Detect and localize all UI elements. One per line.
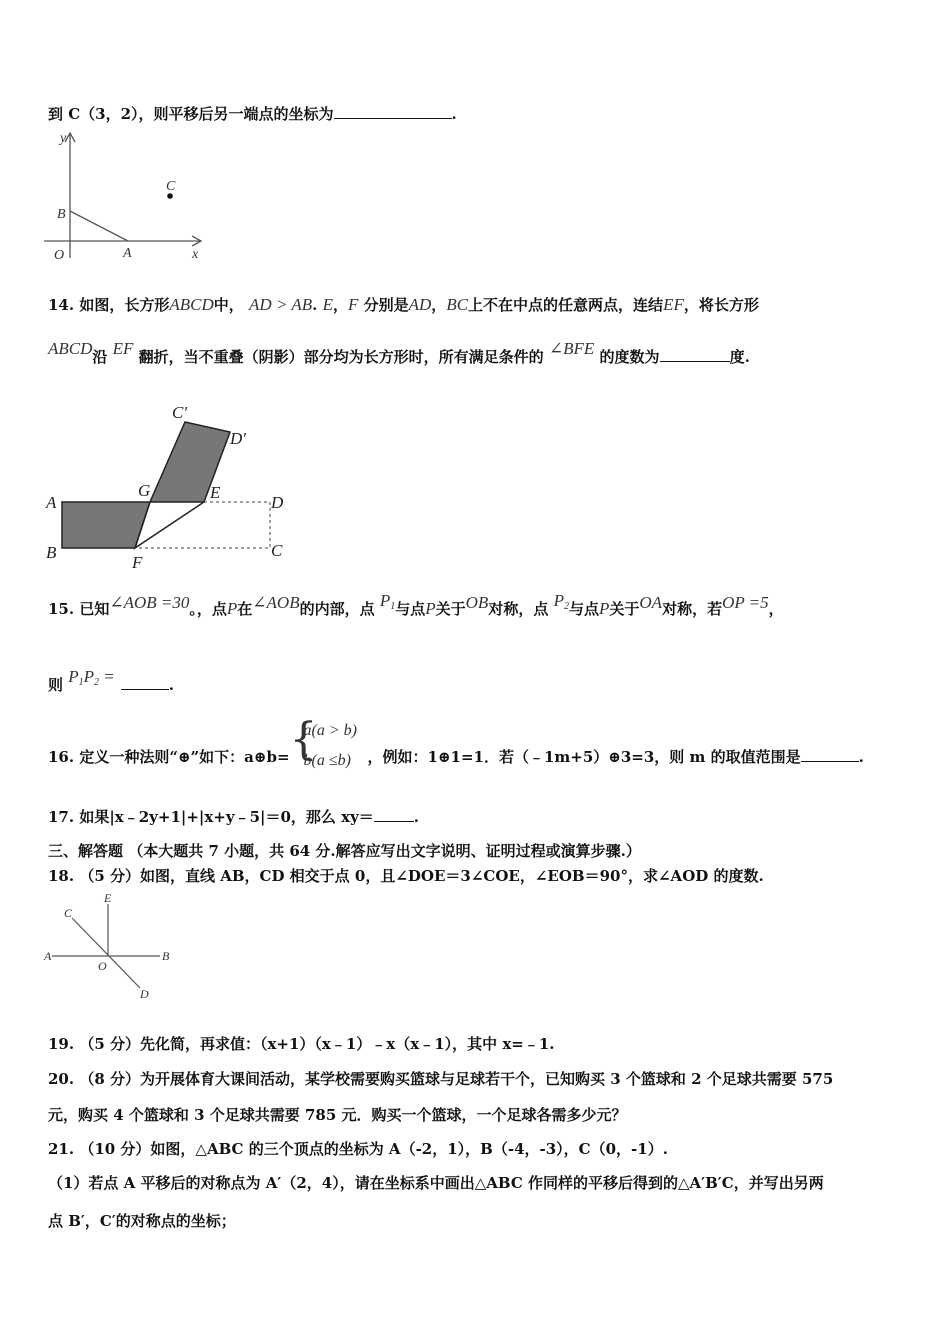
q14-t11: 的度数为 xyxy=(599,348,660,366)
q14-m-abcd: ABCD xyxy=(169,295,214,314)
q14-t12: 度. xyxy=(729,348,750,366)
q18-angle-figure xyxy=(40,890,190,1005)
q15-t5: 与点 xyxy=(395,600,426,618)
q16-end: . xyxy=(858,748,864,766)
q15-end: . xyxy=(168,676,174,694)
q19-line xyxy=(48,1033,555,1054)
q18-label-e: E xyxy=(104,891,112,905)
q14-t4: ， xyxy=(332,296,348,314)
section3-text: 三、解答题 （本大题共 7 小题，共 64 分.解答应写出文字说明、证明过程或演算步骤.） xyxy=(48,842,641,860)
q16-line xyxy=(48,714,864,769)
q16-t1: 定义一种法则“⊕”如下：a⊕b= xyxy=(79,748,290,766)
q14-t1: 如图，长方形 xyxy=(79,296,170,314)
q14-label-e: E xyxy=(210,483,221,502)
q14-t5: 分别是 xyxy=(363,296,409,314)
q13-label-b: B xyxy=(57,207,66,222)
q14-label-b: B xyxy=(46,543,57,562)
q18-label-b: B xyxy=(162,949,170,963)
q14-answer-blank[interactable] xyxy=(660,347,730,362)
q15-eq: = xyxy=(99,667,115,686)
q14-t8: ，将长方形 xyxy=(683,296,759,314)
q15-m-p2b-base: P xyxy=(553,591,564,610)
q16-brace: { xyxy=(289,714,318,765)
q20-text1: 20. （8 分）为开展体育大课间活动，某学校需要购买篮球与足球若干个，已知购买 3 个篮球和 2 个足球共需要 575 xyxy=(48,1070,834,1088)
q15-p2-sub: 2 xyxy=(94,677,100,688)
section3-heading xyxy=(48,840,641,861)
q16-case2: b(a ≤b) xyxy=(303,752,351,769)
q15-t9: 关于 xyxy=(609,600,640,618)
q14-m-ad: AD xyxy=(408,295,432,314)
q18-line-cd xyxy=(72,918,140,988)
q16-cases xyxy=(289,714,368,769)
q13-label-a: A xyxy=(123,246,132,261)
q15-m-p: P xyxy=(226,599,238,618)
q14-m-f: F xyxy=(347,295,359,314)
q14-m-abcd2: ABCD xyxy=(48,339,93,358)
q21-line2 xyxy=(48,1172,824,1193)
q13-segment-ab xyxy=(70,211,128,241)
q14-label-f: F xyxy=(132,553,143,570)
q16-t2: ，例如：1⊕1=1．若（﹣1m+5）⊕3=3，则 m 的取值范围是 xyxy=(367,748,801,766)
q20-text2: 元，购买 4 个篮球和 3 个足球共需要 785 元．购买一个篮球，一个足球各需多少元？ xyxy=(48,1106,627,1124)
q15-m-p2b xyxy=(554,591,569,610)
q16-number: 16. xyxy=(48,748,75,766)
q13-label-c: C xyxy=(166,179,176,194)
q14-m-e: E xyxy=(322,295,333,314)
q16-answer-blank[interactable] xyxy=(801,747,859,762)
q18-line xyxy=(48,865,764,886)
q15-p2-base: P xyxy=(83,667,95,686)
q14-t3: . xyxy=(312,296,318,314)
q15-t1: 已知 xyxy=(79,600,110,618)
q15-m-p1-sub: 1 xyxy=(390,601,396,612)
q15-m-p1 xyxy=(380,591,395,610)
q15-t11: ， xyxy=(768,600,784,618)
q13-tail: 到 C（3，2），则平移后另一端点的坐标为 xyxy=(48,105,334,123)
q15-m-ob: OB xyxy=(465,593,489,612)
q15-number: 15. xyxy=(48,600,75,618)
q14-label-d1: D′ xyxy=(230,429,246,448)
q14-t7: 上不在中点的任意两点，连结 xyxy=(468,296,664,314)
q15-line2 xyxy=(48,667,174,696)
q15-t7: 对称，点 xyxy=(488,600,549,618)
q14-m-bfe: ∠BFE xyxy=(548,339,595,358)
q15-m-oa: OA xyxy=(639,593,663,612)
q13-coordinate-figure xyxy=(40,128,220,268)
q13-text xyxy=(48,103,457,124)
q15-m-p1p2 xyxy=(68,667,115,686)
q14-t6: ， xyxy=(431,296,447,314)
q21-line1 xyxy=(48,1138,668,1159)
q14-fold-figure xyxy=(40,398,300,570)
q15-m-p3: P xyxy=(598,599,610,618)
q14-number: 14. xyxy=(48,296,75,314)
q21-line3 xyxy=(48,1210,236,1231)
q14-t10: 翻折，当不重叠（阴影）部分均为长方形时，所有满足条件的 xyxy=(138,348,544,366)
q14-m-ef: EF xyxy=(663,295,684,314)
q15-t10: 对称，若 xyxy=(662,600,723,618)
q13-end: . xyxy=(451,105,457,123)
q15-p1-base: P xyxy=(68,667,79,686)
q15-p1-sub: 1 xyxy=(78,677,84,688)
q15-t6: 关于 xyxy=(435,600,466,618)
q16-case1: a(a > b) xyxy=(303,722,357,739)
q18-text: 18. （5 分）如图，直线 AB，CD 相交于点 0，且∠DOE＝3∠COE，∠EOB＝90°，求∠AOD 的度数. xyxy=(48,867,764,885)
q15-m-op: OP =5 xyxy=(722,593,769,612)
q17-answer-blank[interactable] xyxy=(374,807,414,822)
q15-m-p2: P xyxy=(425,599,436,618)
q15-m-p2b-sub: 2 xyxy=(563,601,569,612)
q20-line1 xyxy=(48,1068,833,1089)
q14-label-d: D xyxy=(271,493,284,512)
q14-m-bc: BC xyxy=(446,295,469,314)
q14-label-a: A xyxy=(46,493,57,512)
q15-line1 xyxy=(48,591,784,620)
q18-label-a: A xyxy=(44,949,52,963)
q17-end: . xyxy=(413,808,420,826)
q14-dashed-original xyxy=(135,502,270,548)
q15-t2: 。，点 xyxy=(189,600,227,618)
q13-label-x: x xyxy=(192,247,199,262)
q14-m-ad-ab: AD > AB xyxy=(249,295,313,314)
q14-line2 xyxy=(48,339,750,367)
q14-t2: 中， xyxy=(213,296,244,314)
q18-label-c: C xyxy=(64,906,73,920)
q15-t4: 的内部，点 xyxy=(299,600,375,618)
q21-text2: （1）若点 A 平移后的对称点为 A′（2，4），请在坐标系中画出△ABC 作同样的平移后得到的△A′B′C，并写出另两 xyxy=(48,1174,824,1192)
q14-m-ef2: EF xyxy=(112,339,134,358)
q15-answer-blank[interactable] xyxy=(121,675,169,690)
q14-label-c: C xyxy=(271,541,283,560)
q17-text: 17. 如果|x﹣2y+1|+|x+y﹣5|＝0，那么 xy＝ xyxy=(48,808,374,826)
q13-label-o: O xyxy=(54,248,65,263)
q13-answer-blank[interactable] xyxy=(334,104,452,119)
q20-line2 xyxy=(48,1104,627,1125)
q13-label-y: y xyxy=(60,131,67,146)
q17-line xyxy=(48,806,419,827)
q15-l2-t1: 则 xyxy=(48,676,64,694)
q15-t8: 与点 xyxy=(568,600,599,618)
q21-text3: 点 B′，C′的对称点的坐标； xyxy=(48,1212,236,1230)
q18-label-o: O xyxy=(98,959,107,973)
q21-text1: 21. （10 分）如图，△ABC 的三个顶点的坐标为 A（-2，1），B（-4，-3），C（0，-1）. xyxy=(48,1140,668,1158)
q15-m-aob2: ∠AOB xyxy=(252,593,300,612)
q14-label-g: G xyxy=(138,481,151,500)
q15-m-p1-base: P xyxy=(379,591,391,610)
q19-text: 19. （5 分）先化简，再求值：（x+1）（x﹣1）﹣x（x﹣1），其中 x=﹣1. xyxy=(48,1035,555,1053)
q15-m-aob: ∠AOB =30 xyxy=(109,593,190,612)
q14-t9: 沿 xyxy=(92,348,108,366)
q14-line1 xyxy=(48,294,759,315)
q14-label-c1: C′ xyxy=(172,403,188,422)
q13-point-c xyxy=(167,193,173,199)
q15-t3: 在 xyxy=(237,600,253,618)
q18-label-d: D xyxy=(140,987,149,1001)
